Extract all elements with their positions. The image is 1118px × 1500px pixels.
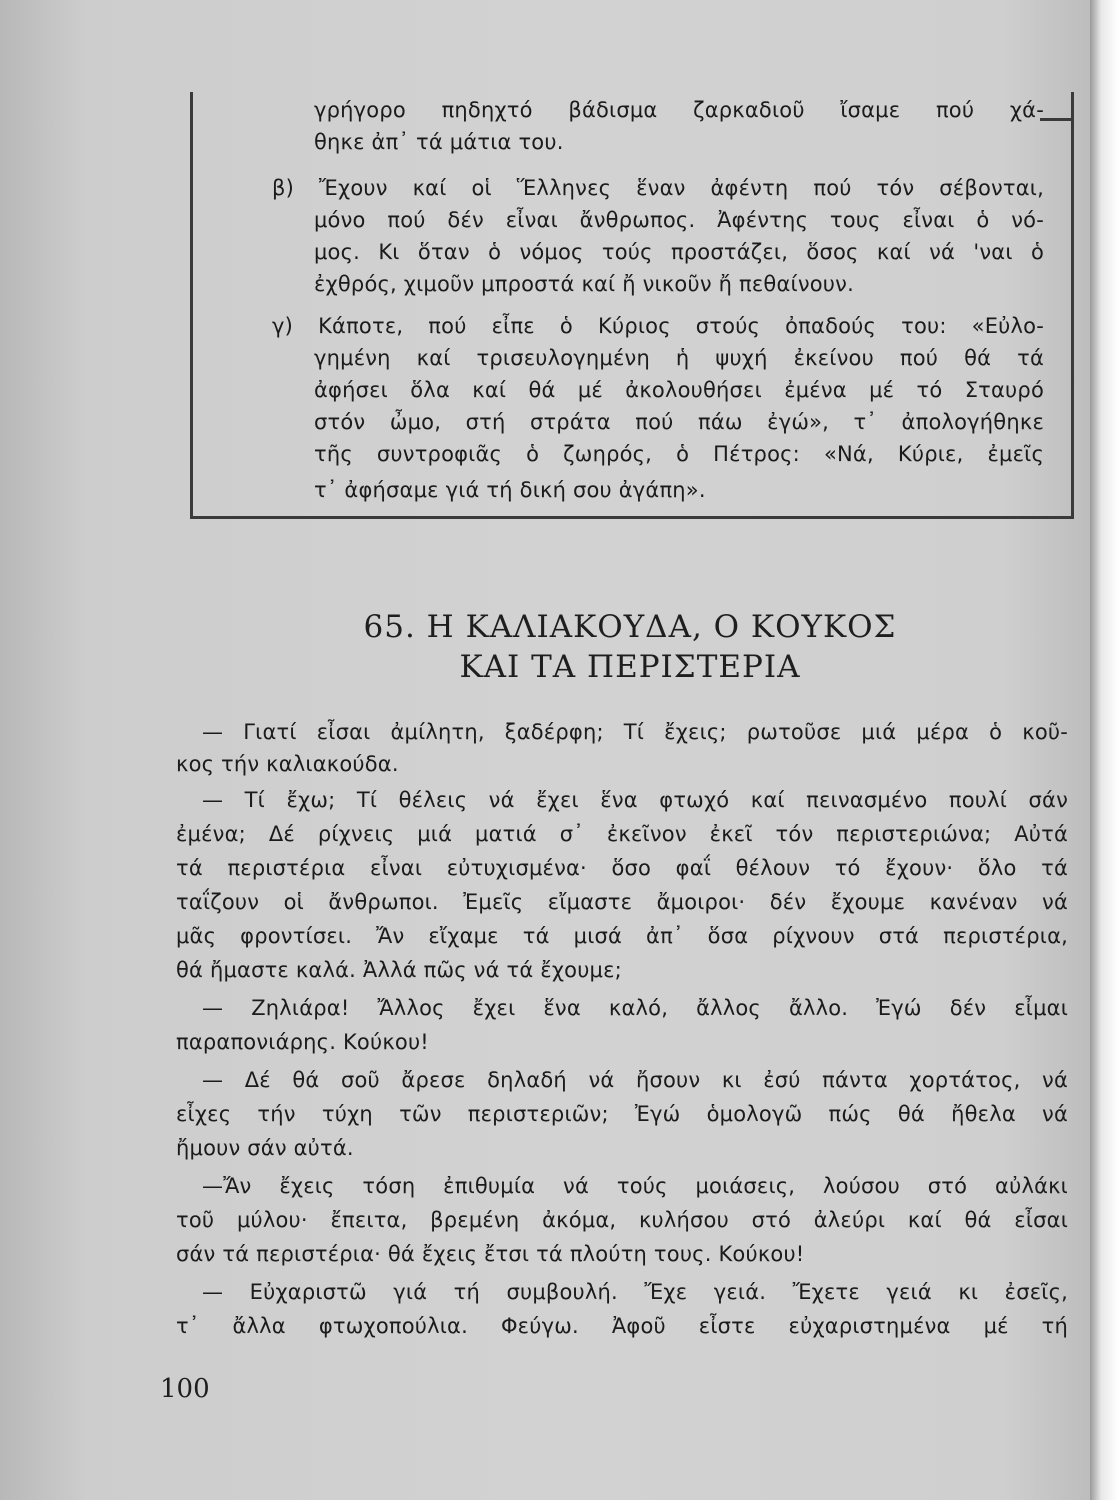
body-line: εἶχες τήν τύχη τῶν περιστεριῶν; Ἐγώ ὁμολογῶ πώς θά ἤθελα νά	[176, 1102, 1068, 1126]
page-edge	[1090, 0, 1118, 1500]
box-line: τῆς συντροφιᾶς ὁ ζωηρός, ὁ Πέτρος: «Νά, Κύριε, ἐμεῖς	[314, 442, 1044, 466]
body-line: σάν τά περιστέρια· θά ἔχεις ἔτσι τά πλούτη τους. Κούκου!	[176, 1242, 805, 1266]
page-number: 100	[160, 1374, 210, 1404]
body-line: κος τήν καλιακούδα.	[176, 752, 399, 776]
body-line: —Ἄν ἔχεις τόση ἐπιθυμία νά τούς μοιάσεις, λούσου στό αὐλάκι	[202, 1174, 1068, 1198]
body-line: ἤμουν σάν αὐτά.	[176, 1136, 354, 1160]
box-line: ἀφήσει ὅλα καί θά μέ ἀκολουθήσει ἐμένα μέ τό Σταυρό	[314, 378, 1044, 402]
body-line: ἐμένα; Δέ ρίχνεις μιά ματιά σ᾽ ἐκεῖνον ἐκεῖ τόν περιστεριώνα; Αὐτά	[176, 822, 1068, 846]
chapter-title-line-2: ΚΑΙ ΤΑ ΠΕΡΙΣΤΕΡΙΑ	[459, 649, 801, 685]
box-line: β) Ἔχουν καί οἱ Ἕλληνες ἕναν ἀφέντη πού τόν σέβονται,	[272, 176, 1044, 200]
box-line: γημένη καί τρισευλογημένη ἡ ψυχή ἐκείνου πού θά τά	[314, 346, 1044, 370]
box-line: γ) Κάποτε, πού εἶπε ὁ Κύριος στούς ὀπαδούς του: «Εὐλο-	[272, 314, 1044, 338]
box-line: στόν ὦμο, στή στράτα πού πάω ἐγώ», τ᾽ ἀπολογήθηκε	[314, 410, 1044, 434]
box-line: γρήγορο πηδηχτό βάδισμα ζαρκαδιοῦ ἴσαμε πού χά-	[314, 98, 1044, 122]
box-line: θηκε ἀπ᾽ τά μάτια του.	[314, 130, 564, 154]
body-line: θά ἤμαστε καλά. Ἀλλά πῶς νά τά ἔχουμε;	[176, 958, 622, 982]
body-line: — Ζηλιάρα! Ἄλλος ἔχει ἕνα καλό, ἄλλος ἄλλο. Ἐγώ δέν εἶμαι	[202, 996, 1068, 1020]
chapter-title-line-1: 65. Η ΚΑΛΙΑΚΟΥΔΑ, Ο ΚΟΥΚΟΣ	[363, 609, 897, 645]
box-line: τ᾽ ἀφήσαμε γιά τή δική σου ἀγάπη».	[314, 478, 706, 502]
body-line: μᾶς φροντίσει. Ἄν εἴχαμε τά μισά ἀπ᾽ ὅσα ρίχνουν στά περιστέρια,	[176, 924, 1068, 948]
body-line: — Τί ἔχω; Τί θέλεις νά ἔχει ἕνα φτωχό καί πεινασμένο πουλί σάν	[202, 788, 1068, 812]
body-line: τοῦ μύλου· ἔπειτα, βρεμένη ἀκόμα, κυλήσου στό ἀλεύρι καί θά εἶσαι	[176, 1208, 1068, 1232]
box-line: ἐχθρός, χιμοῦν μπροστά καί ἤ νικοῦν ἤ πεθαίνουν.	[314, 272, 854, 296]
exercise-box-top-corner	[1040, 118, 1071, 121]
body-line: — Δέ θά σοῦ ἄρεσε δηλαδή νά ἤσουν κι ἐσύ πάντα χορτάτος, νά	[202, 1068, 1068, 1092]
body-line: παραπονιάρης. Κούκου!	[176, 1030, 429, 1054]
body-line: τ᾽ ἄλλα φτωχοπούλια. Φεύγω. Ἀφοῦ εἶστε εὐχαριστημένα μέ τή	[176, 1314, 1068, 1338]
body-line: ταΐζουν οἱ ἄνθρωποι. Ἐμεῖς εἴμαστε ἄμοιροι· δέν ἔχουμε κανέναν νά	[176, 890, 1068, 914]
body-line: — Εὐχαριστῶ γιά τή συμβουλή. Ἔχε γειά. Ἔχετε γειά κι ἐσεῖς,	[202, 1280, 1068, 1304]
box-line: μόνο πού δέν εἶναι ἄνθρωπος. Ἀφέντης τους εἶναι ὁ νό-	[314, 208, 1044, 232]
body-line: — Γιατί εἶσαι ἀμίλητη, ξαδέρφη; Τί ἔχεις; ρωτοῦσε μιά μέρα ὁ κοῦ-	[202, 720, 1068, 744]
box-line: μος. Κι ὅταν ὁ νόμος τούς προστάζει, ὅσος καί νά 'ναι ὁ	[314, 240, 1044, 264]
body-line: τά περιστέρια εἶναι εὐτυχισμένα· ὅσο φαΐ θέλουν τό ἔχουν· ὅλο τά	[176, 856, 1068, 880]
